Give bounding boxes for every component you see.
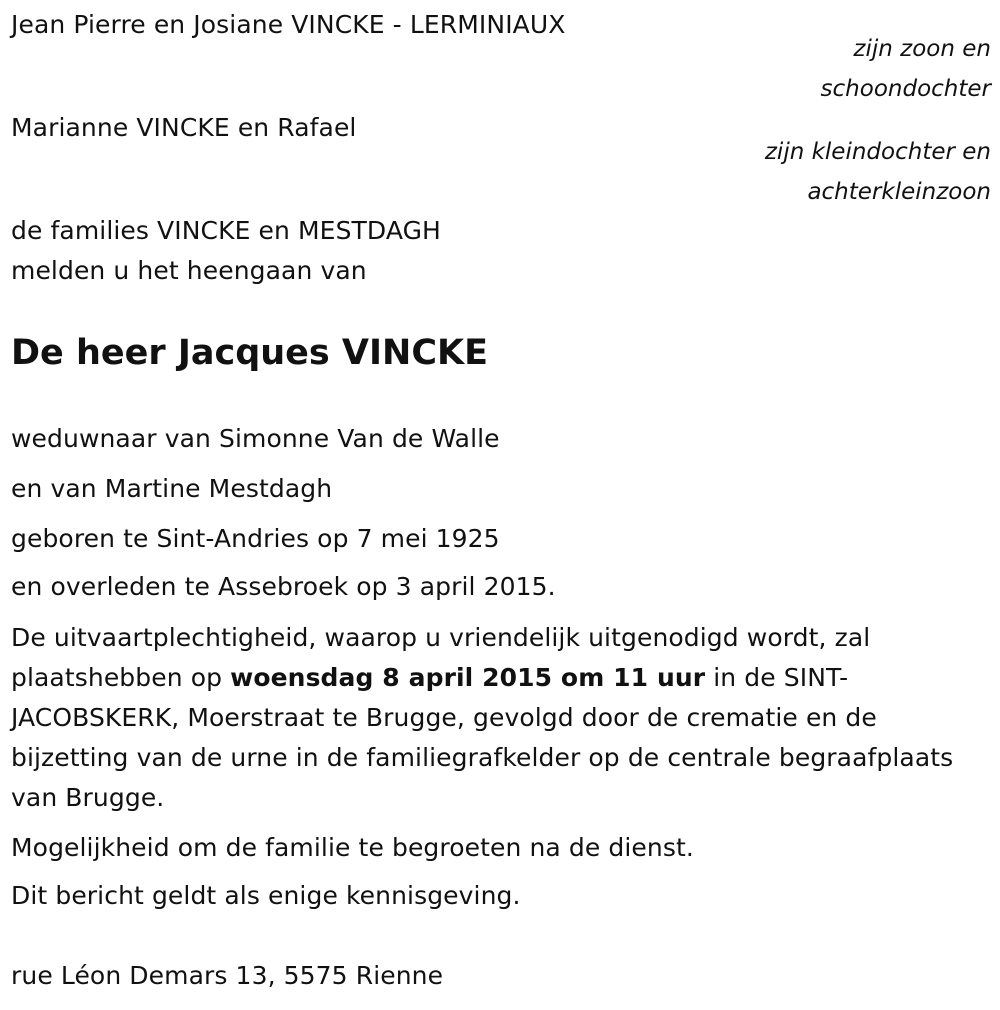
relation-son-line1: zijn zoon en <box>853 36 991 62</box>
ceremony-paragraph <box>11 618 971 818</box>
ceremony-date-time: woensdag 8 april 2015 om 11 uur <box>230 663 706 692</box>
widower-line-2: en van Martine Mestdagh <box>11 474 333 503</box>
relation-son-line2: schoondochter <box>820 76 991 102</box>
ceremony-text-after: in de SINT-JACOBSKERK, Moerstraat te Brugge, gevolgd door de crematie en de bijzetting van de urne in de familiegrafkelder op de centrale begraafplaats van Brugge. <box>11 663 954 812</box>
address-line: rue Léon Demars 13, 5575 Rienne <box>11 961 444 990</box>
ceremony-text-before: De uitvaartplechtigheid, waarop u vriendelijk uitgenodigd wordt, zal plaatshebben op <box>11 623 871 692</box>
widower-line-1: weduwnaar van Simonne Van de Walle <box>11 424 500 453</box>
family-line-granddaughter: Marianne VINCKE en Rafael <box>11 113 357 142</box>
relation-granddaughter-line2: achterkleinzoon <box>807 179 991 205</box>
death-line: en overleden te Assebroek op 3 april 2015. <box>11 572 556 601</box>
birth-line: geboren te Sint-Andries op 7 mei 1925 <box>11 524 500 553</box>
announcement-line: melden u het heengaan van <box>11 256 367 285</box>
condolences-line: Mogelijkheid om de familie te begroeten na de dienst. <box>11 833 694 862</box>
deceased-name: De heer Jacques VINCKE <box>11 333 489 373</box>
relation-granddaughter-line1: zijn kleindochter en <box>764 139 991 165</box>
family-line-son: Jean Pierre en Josiane VINCKE - LERMINIAUX <box>11 10 566 39</box>
notice-line: Dit bericht geldt als enige kennisgeving. <box>11 881 521 910</box>
family-line-families: de families VINCKE en MESTDAGH <box>11 216 441 245</box>
